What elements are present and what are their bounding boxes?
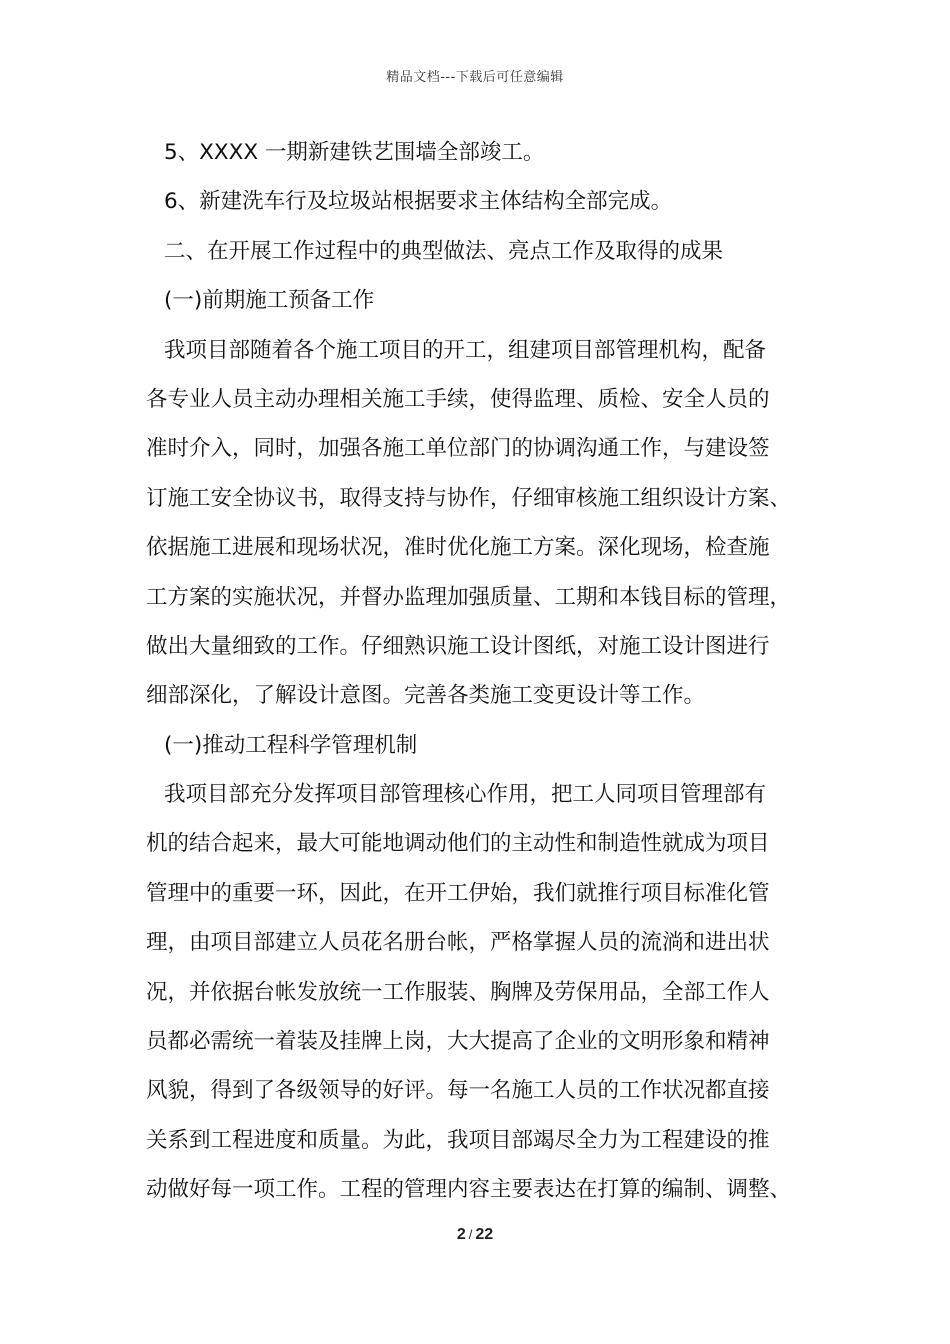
paragraph-line: 我项目部充分发挥项目部管理核心作用，把工人同项目管理部有 [164, 782, 767, 808]
paragraph-line: 工方案的实施状况，并督办监理加强质量、工期和本钱目标的管理， [146, 584, 792, 610]
page-current: 2 [456, 1226, 466, 1243]
page-total: 22 [475, 1226, 494, 1243]
paragraph-line: 风貌，得到了各级领导的好评。每一名施工人员的工作状况都直接 [146, 1078, 770, 1104]
subsection-heading-2: (一)推动工程科学管理机制 [164, 732, 418, 758]
list-item-5: 5、XXXX 一期新建铁艺围墙全部竣工。 [164, 140, 545, 165]
paragraph-line: 细部深化，了解设计意图。完善各类施工变更设计等工作。 [146, 683, 706, 709]
paragraph-line: 况，并依据台帐发放统一工作服装、胸牌及劳保用品，全部工作人 [146, 979, 770, 1005]
paragraph-line: 管理中的重要一环，因此，在开工伊始，我们就推行项目标准化管 [146, 880, 770, 906]
paragraph-line: 订施工安全协议书，取得支持与协作，仔细审核施工组织设计方案、 [146, 485, 792, 511]
paragraph-line: 关系到工程进度和质量。为此，我项目部竭尽全力为工程建设的推 [146, 1127, 770, 1153]
paragraph-line: 员都必需统一着装及挂牌上岗，大大提高了企业的文明形象和精神 [146, 1029, 770, 1055]
paragraph-line: 理，由项目部建立人员花名册台帐，严格掌握人员的流淌和进出状 [146, 930, 770, 956]
paragraph-line: 我项目部随着各个施工项目的开工，组建项目部管理机构，配备 [164, 337, 767, 363]
page-separator: / [468, 1227, 473, 1242]
paragraph-line: 机的结合起来，最大可能地调动他们的主动性和制造性就成为项目 [146, 831, 770, 857]
paragraph-line: 动做好每一项工作。工程的管理内容主要表达在打算的编制、调整、 [146, 1177, 792, 1203]
subsection-heading-1: (一)前期施工预备工作 [164, 288, 375, 314]
section-heading-2: 二、在开展工作过程中的典型做法、亮点工作及取得的成果 [164, 238, 724, 264]
paragraph-line: 做出大量细致的工作。仔细熟识施工设计图纸，对施工设计图进行 [146, 633, 770, 659]
page-number [0, 1226, 950, 1244]
paragraph-line: 准时介入，同时，加强各施工单位部门的协调沟通工作，与建设签 [146, 436, 770, 462]
document-body [146, 128, 822, 1215]
paragraph-line: 依据施工进展和现场状况，准时优化施工方案。深化现场，检查施 [146, 535, 770, 561]
list-item-6: 6、新建洗车行及垃圾站根据要求主体结构全部完成。 [164, 189, 673, 215]
header-note: 精品文档---下载后可任意编辑 [386, 70, 564, 85]
paragraph-line: 各专业人员主动办理相关施工手续，使得监理、质检、安全人员的 [146, 386, 770, 412]
